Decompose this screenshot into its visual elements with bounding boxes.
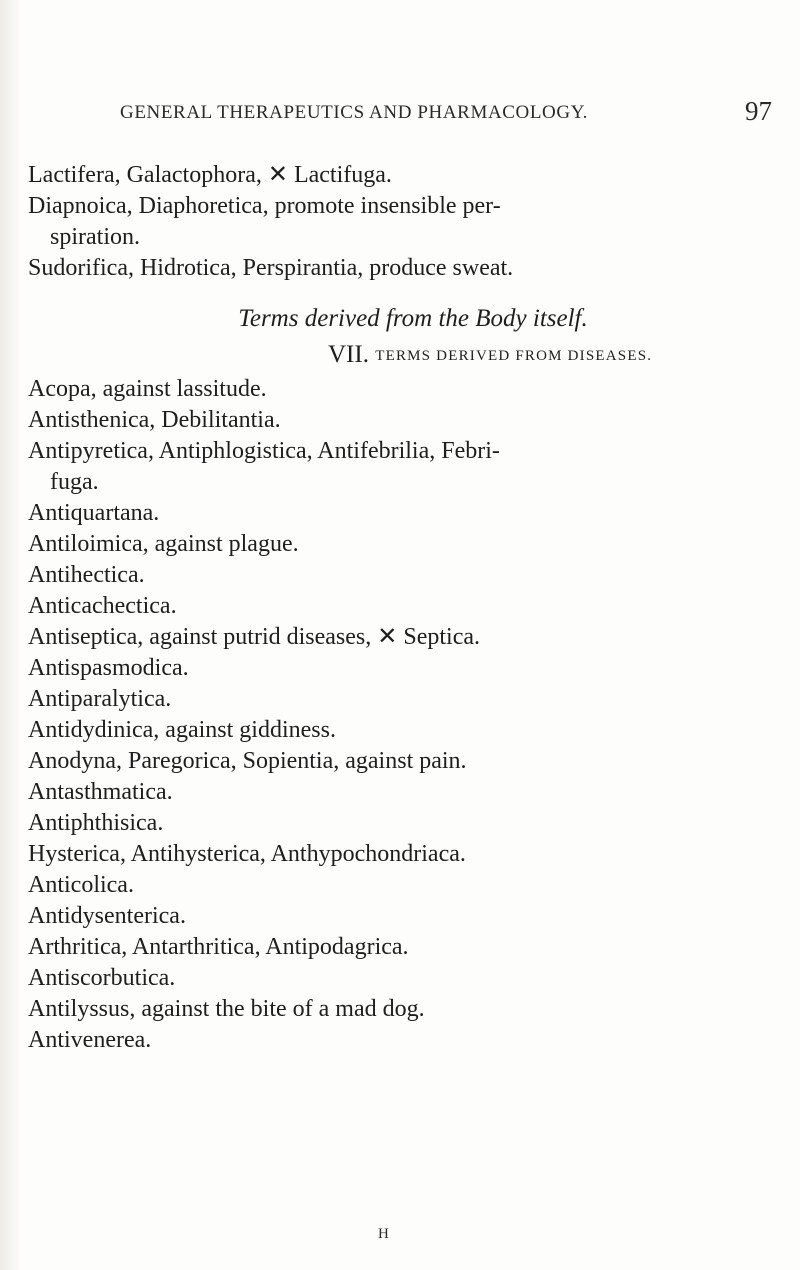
text-line: Antidydinica, against giddiness. bbox=[28, 717, 336, 743]
spacer bbox=[28, 284, 768, 302]
page-number: 97 bbox=[745, 96, 772, 126]
italic-subheading: Terms derived from the Body itself. bbox=[238, 305, 588, 332]
section-heading bbox=[28, 336, 768, 374]
text-line: Antiloimica, against plague. bbox=[28, 531, 299, 557]
text-line: Antiphthisica. bbox=[28, 810, 164, 836]
section-numeral: VII. bbox=[328, 341, 369, 368]
text-line: Antispasmodica. bbox=[28, 655, 189, 681]
text-line: Hysterica, Antihysterica, Anthypochondriaca. bbox=[28, 841, 466, 867]
text-line: Antivenerea. bbox=[28, 1027, 152, 1053]
text-line: Antidysenterica. bbox=[28, 903, 186, 929]
page-gutter-shadow bbox=[0, 0, 22, 1270]
text-line: Sudorifica, Hidrotica, Perspirantia, produce sweat. bbox=[28, 255, 514, 281]
text-line: Antipyretica, Antiphlogistica, Antifebrilia, Febri- bbox=[28, 438, 500, 464]
text-line: Antilyssus, against the bite of a mad dog. bbox=[28, 996, 425, 1022]
text-line: Lactifera, Galactophora, ✕ Lactifuga. bbox=[28, 162, 392, 188]
running-head: GENERAL THERAPEUTICS AND PHARMACOLOGY. bbox=[120, 102, 588, 123]
text-line: Anticolica. bbox=[28, 872, 134, 898]
text-line: Arthritica, Antarthritica, Antipodagrica. bbox=[28, 934, 409, 960]
text-line: Antiseptica, against putrid diseases, ✕ Septica. bbox=[28, 624, 481, 650]
section-title: TERMS DERIVED FROM DISEASES. bbox=[375, 348, 653, 364]
text-line: Acopa, against lassitude. bbox=[28, 376, 267, 402]
text-line: Antiscorbutica. bbox=[28, 965, 176, 991]
text-line: Antasthmatica. bbox=[28, 779, 173, 805]
text-line: Antihectica. bbox=[28, 562, 145, 588]
text-line: Anodyna, Paregorica, Sopientia, against pain. bbox=[28, 748, 467, 774]
text-line: Antiquartana. bbox=[28, 500, 160, 526]
text-line: Diapnoica, Diaphoretica, promote insensible per- bbox=[28, 193, 501, 219]
page-body bbox=[28, 160, 768, 1056]
signature-mark: H bbox=[378, 1226, 389, 1242]
text-line-continuation: fuga. bbox=[50, 469, 99, 495]
text-line-continuation: spiration. bbox=[50, 224, 140, 250]
text-line: Anticachectica. bbox=[28, 593, 177, 619]
text-line: Antisthenica, Debilitantia. bbox=[28, 407, 281, 433]
text-line: Antiparalytica. bbox=[28, 686, 172, 712]
